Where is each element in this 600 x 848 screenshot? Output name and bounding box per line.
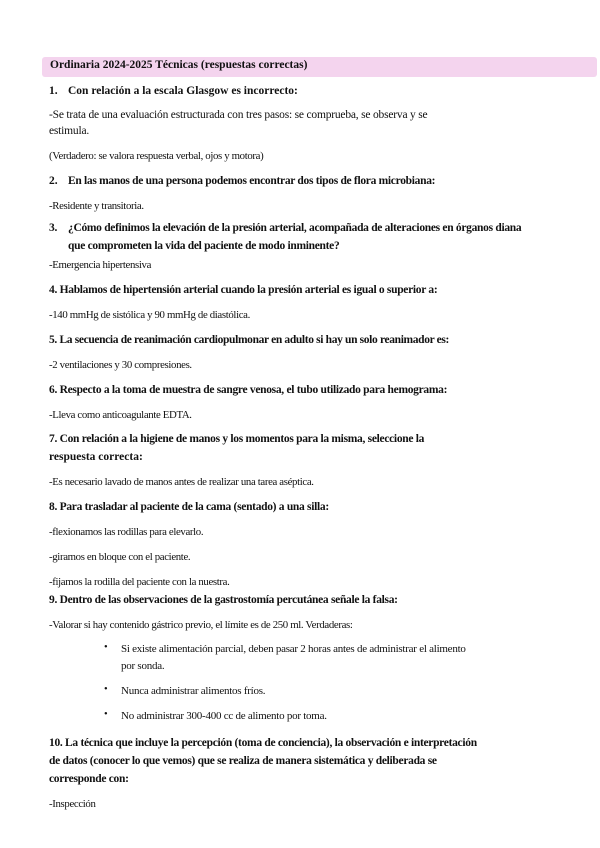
answer-8-line-1: -flexionamos las rodillas para elevarlo. [49,526,204,538]
answer-9: -Valorar si hay contenido gástrico previo, el límite es de 250 ml. Verdaderas: [49,619,353,631]
bullet-1-line-1: Si existe alimentación parcial, deben pasar 2 horas antes de administrar el alimento [121,643,466,655]
bullet-2-marker: • [104,684,108,695]
bullet-1-marker: • [104,642,108,653]
page-title: Ordinaria 2024-2025 Técnicas (respuestas correctas) [50,59,308,71]
question-10-line-3: corresponde con: [49,773,129,785]
answer-4: -140 mmHg de sistólica y 90 mmHg de diastólica. [49,309,250,321]
bullet-1 [121,641,511,675]
question-1 [49,82,559,100]
question-5: 5. La secuencia de reanimación cardiopulmonar en adulto si hay un solo reanimador es: [49,334,450,346]
question-2 [49,172,559,190]
bullet-1-line-2: por sonda. [121,660,165,672]
bullet-2: Nunca administrar alimentos fríos. [121,685,266,697]
question-2-text: En las manos de una persona podemos encontrar dos tipos de flora microbiana: [68,175,436,187]
question-6: 6. Respecto a la toma de muestra de sangre venosa, el tubo utilizado para hemograma: [49,384,448,396]
question-8: 8. Para trasladar al paciente de la cama (sentado) a una silla: [49,501,329,513]
question-3-text-line-1: ¿Cómo definimos la elevación de la presión arterial, acompañada de alteraciones en órganos diana [68,222,522,234]
question-10 [49,734,569,788]
question-3-number: 3. [49,222,58,234]
answer-5: -2 ventilaciones y 30 compresiones. [49,359,192,371]
answer-3: -Emergencia hipertensiva [49,259,152,271]
answer-6: -Lleva como anticoagulante EDTA. [49,409,192,421]
question-7-line-2: respuesta correcta: [49,451,143,463]
question-3 [49,219,569,255]
answer-8-line-2: -giramos en bloque con el paciente. [49,551,191,563]
question-1-number: 1. [49,85,58,97]
question-10-line-1: 10. La técnica que incluye la percepción (toma de conciencia), la observación e interpretación [49,737,477,749]
answer-1-line-1: -Se trata de una evaluación estructurada con tres pasos: se comprueba, se observa y se [49,109,428,121]
bullet-3-marker: • [104,709,108,720]
question-3-text-line-2: que comprometen la vida del paciente de modo inminente? [68,240,340,252]
bullet-3: No administrar 300-400 cc de alimento por toma. [121,710,327,722]
answer-10: -Inspección [49,798,96,810]
answer-1-line-2: estimula. [49,125,90,137]
question-4: 4. Hablamos de hipertensión arterial cuando la presión arterial es igual o superior a: [49,284,438,296]
answer-8-line-3: -fijamos la rodilla del paciente con la nuestra. [49,576,230,588]
answer-7: -Es necesario lavado de manos antes de realizar una tarea aséptica. [49,476,314,488]
question-2-number: 2. [49,175,58,187]
question-1-text: Con relación a la escala Glasgow es incorrecto: [68,85,298,97]
answer-1-note: (Verdadero: se valora respuesta verbal, ojos y motora) [49,150,264,162]
question-7-line-1: 7. Con relación a la higiene de manos y los momentos para la misma, seleccione la [49,433,425,445]
question-9: 9. Dentro de las observaciones de la gastrostomía percutánea señale la falsa: [49,594,398,606]
question-10-line-2: de datos (conocer lo que vemos) que se realiza de manera sistemática y deliberada se [49,755,437,767]
answer-2: -Residente y transitoria. [49,200,144,212]
